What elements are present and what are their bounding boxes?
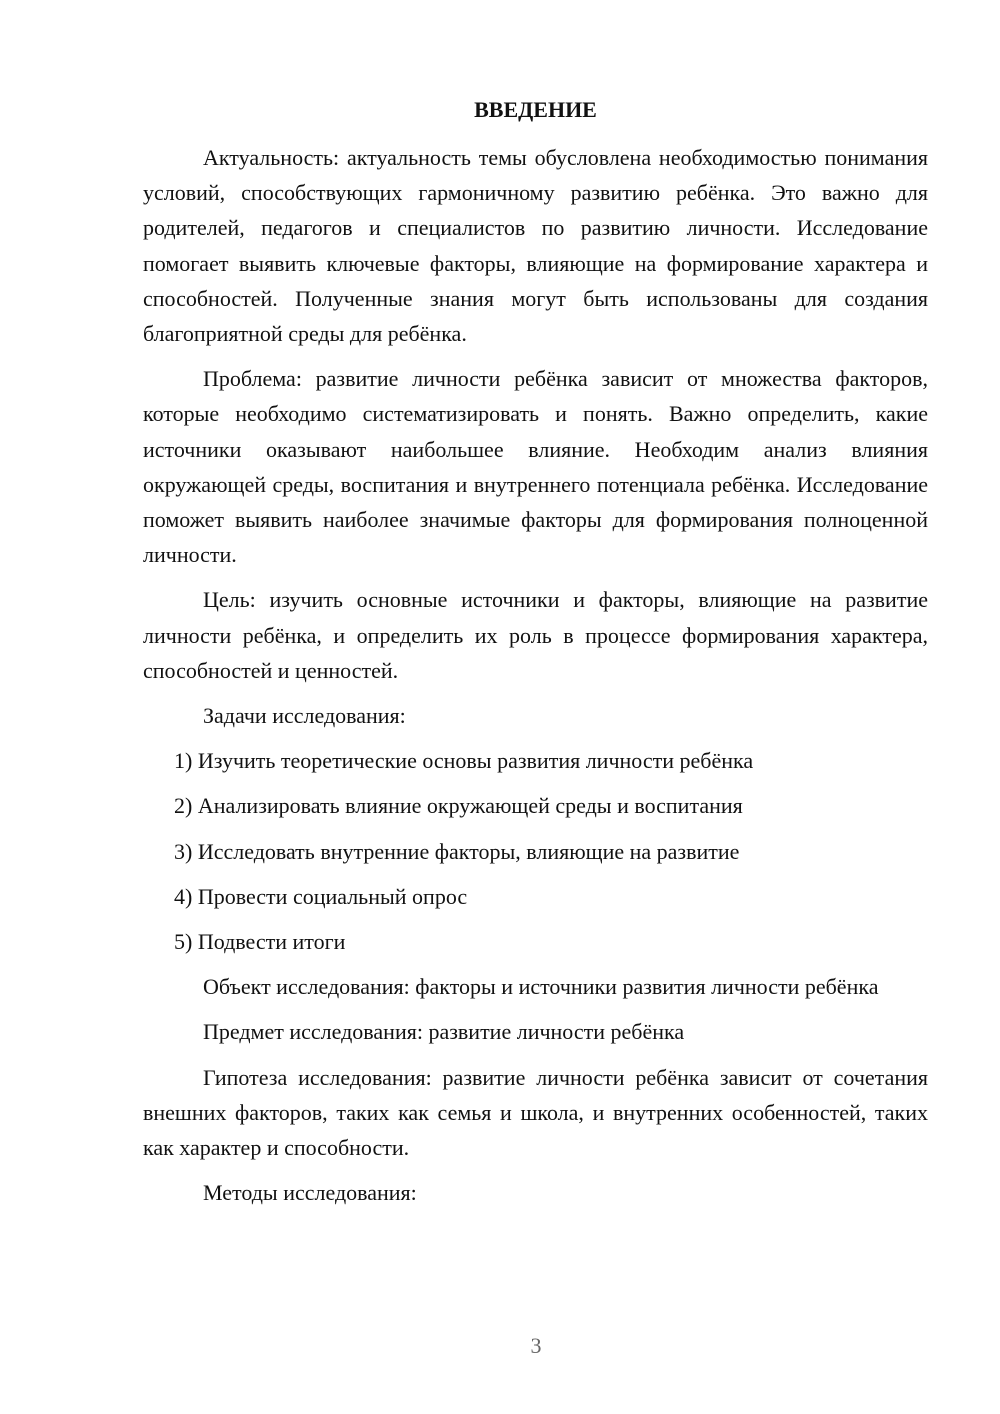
- section-title: ВВЕДЕНИЕ: [474, 97, 597, 122]
- paragraph-goal: Цель: изучить основные источники и факторы, влияющие на развитие личности ребёнка, и определить их роль в процессе формирования характера, способностей и ценностей.: [143, 587, 928, 683]
- page-number: 3: [530, 1333, 542, 1358]
- tasks-heading: Задачи исследования:: [203, 703, 406, 729]
- paragraph-object: Объект исследования: факторы и источники развития личности ребёнка: [203, 974, 879, 1000]
- list-item: 1) Изучить теоретические основы развития личности ребёнка: [174, 748, 754, 774]
- list-item: 2) Анализировать влияние окружающей среды и воспитания: [174, 793, 743, 819]
- list-item: 5) Подвести итоги: [174, 929, 346, 955]
- paragraph-subject: Предмет исследования: развитие личности ребёнка: [203, 1019, 685, 1045]
- tasks-list: [143, 743, 928, 959]
- paragraph-hypothesis: Гипотеза исследования: развитие личности ребёнка зависит от сочетания внешних факторов, таких как семья и школа, и внутренних особенностей, таких как характер и способности.: [143, 1064, 928, 1161]
- paragraph-problem: Проблема: развитие личности ребёнка зависит от множества факторов, которые необходимо систематизировать и понять. Важно определить, какие источники оказывают наибольшее влияние. Необходим анализ влияния окружающей среды, воспитания и внутреннего потенциала ребёнка. Исследование поможет выявить наиболее значимые факторы для формирования полноценной личности.: [143, 366, 928, 568]
- list-item: 4) Провести социальный опрос: [174, 883, 468, 909]
- list-item: 3) Исследовать внутренние факторы, влияющие на развитие: [174, 838, 740, 864]
- document-page: [143, 94, 928, 1220]
- methods-heading: Методы исследования:: [203, 1180, 417, 1206]
- paragraph-relevance: Актуальность: актуальность темы обусловлена необходимостью понимания условий, способствующих гармоничному развитию ребёнка. Это важно для родителей, педагогов и специалистов по развитию личности. Исследование помогает выявить ключевые факторы, влияющие на формирование характера и способностей. Полученные знания могут быть использованы для создания благоприятной среды для ребёнка.: [143, 145, 928, 347]
